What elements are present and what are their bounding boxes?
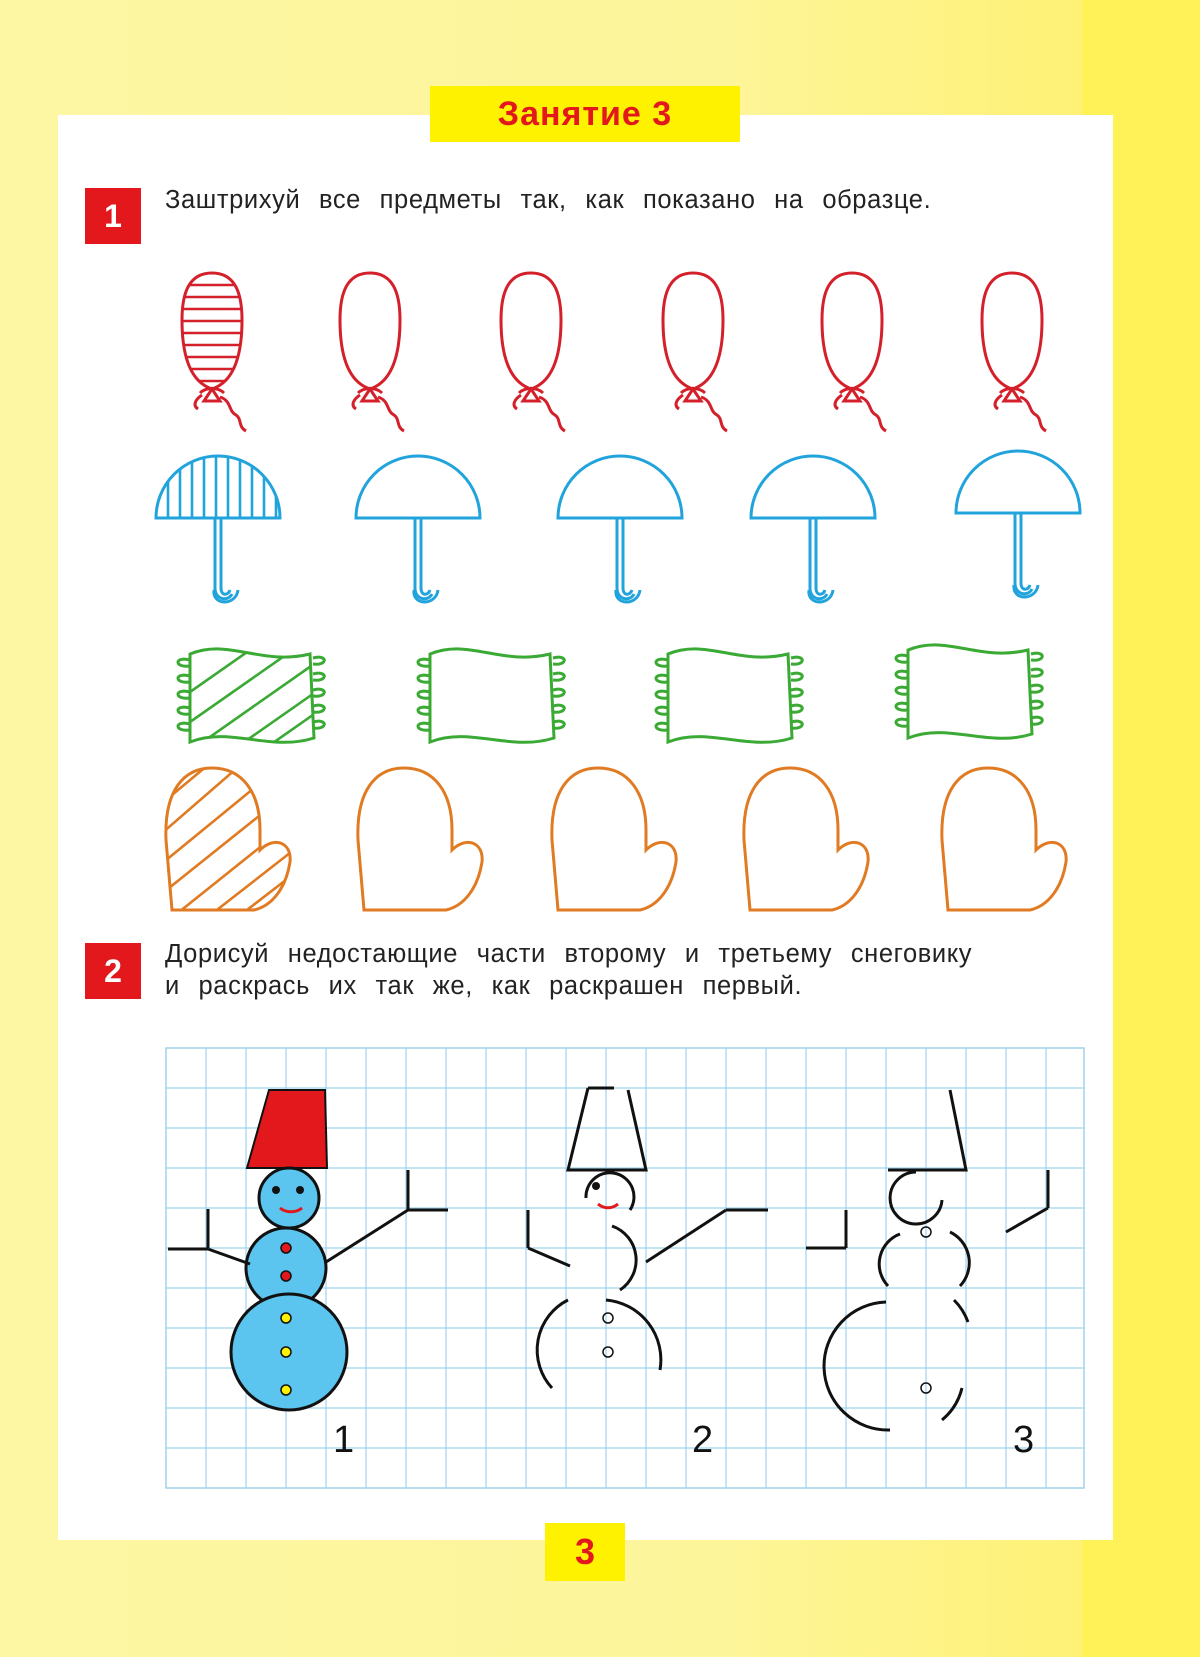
balloon-icon xyxy=(982,273,1046,431)
scarf-icon xyxy=(418,649,564,742)
umbrella-icon xyxy=(751,456,875,602)
umbrella-icon-sample xyxy=(156,450,280,602)
mitten-icon xyxy=(744,768,868,910)
snowman-1-label: 1 xyxy=(333,1419,355,1461)
umbrella-icon xyxy=(956,451,1080,597)
mitten-icon xyxy=(358,768,482,910)
task2-text-line2: и раскрась их так же, как раскрашен первый. xyxy=(165,972,803,1000)
task2-text-line1: Дорисуй недостающие части второму и третьему снеговику xyxy=(165,940,973,968)
lesson-title: Занятие 3 xyxy=(497,94,673,133)
balloon-icon xyxy=(663,273,727,431)
mitten-icon xyxy=(552,768,676,910)
snowman-grid xyxy=(166,1048,1084,1488)
snowman-2-label: 2 xyxy=(692,1419,714,1461)
balloon-icon-sample xyxy=(172,273,252,431)
balloon-icon xyxy=(340,273,404,431)
umbrella-icon xyxy=(356,456,480,602)
umbrella-row xyxy=(156,450,1080,602)
scarf-icon xyxy=(656,649,802,742)
scarf-icon xyxy=(896,645,1042,738)
task1-text: Заштрихуй все предметы так, как показано на образце. xyxy=(165,186,932,214)
balloon-row xyxy=(172,273,1046,431)
mitten-row xyxy=(154,760,1066,920)
balloon-icon xyxy=(822,273,886,431)
task1-number: 1 xyxy=(85,188,141,244)
page-number: 3 xyxy=(574,1531,596,1572)
mitten-icon xyxy=(942,768,1066,910)
page-number-box xyxy=(545,1523,625,1581)
task2-number: 2 xyxy=(85,943,141,999)
snowman-3-label: 3 xyxy=(1013,1419,1035,1461)
mitten-icon-sample xyxy=(154,760,304,920)
scarf-icon-sample xyxy=(170,636,350,768)
umbrella-icon xyxy=(558,456,682,602)
balloon-icon xyxy=(501,273,565,431)
scarf-row xyxy=(170,636,1042,768)
